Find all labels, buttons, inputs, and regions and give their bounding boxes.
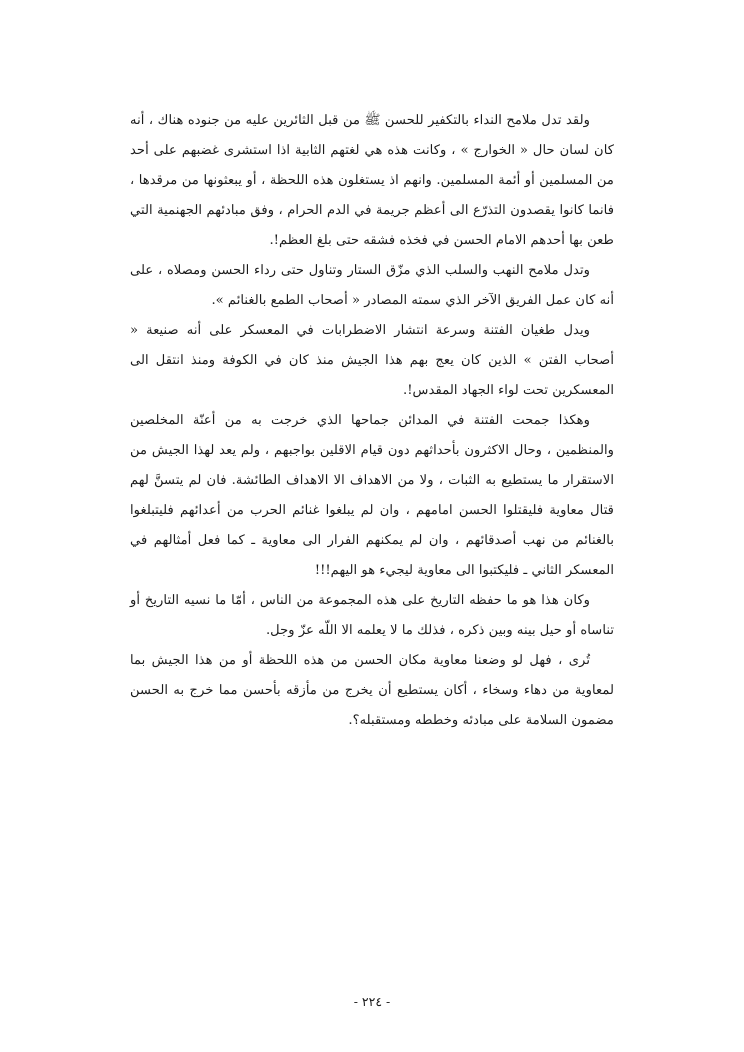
paragraph-5: وكان هذا هو ما حفظه التاريخ على هذه المجموعة من الناس ، أمّا ما نسيه التاريخ أو تناساه أو حيل بينه وبين ذكره ، فذلك ما لا يعلمه الا اللّه عزّ وجل. bbox=[130, 593, 614, 638]
page-body bbox=[130, 106, 614, 736]
page-number: - ٢٢٤ - bbox=[353, 994, 391, 1009]
paragraph-1: ولقد تدل ملامح النداء بالتكفير للحسن ﷺ من قبل الثائرين عليه من جنوده هناك ، أنه كان لسان حال « الخوارج » ، وكانت هذه هي لغتهم الثابية اذا استشرى غضبهم على أحد من المسلمين أو أئمة المسلمين. وانهم اذ يستغلون هذه اللحظة ، أو يبعثونها من مرقدها ، فانما كانوا يقصدون التذرّع الى أعظم جريمة في الدم الحرام ، وفق مبادئهم الجهنمية التي طعن بها أحدهم الامام الحسن في فخذه فشقه حتى بلغ العظم!. bbox=[130, 113, 614, 248]
paragraph-6: تُرى ، فهل لو وضعنا معاوية مكان الحسن من هذه اللحظة أو من هذا الجيش بما لمعاوية من دهاء وسخاء ، أكان يستطيع أن يخرج من مأزقه بأحسن مما خرج به الحسن مضمون السلامة على مبادئه وخططه ومستقبله؟. bbox=[130, 653, 614, 728]
paragraph-4: وهكذا جمحت الفتنة في المدائن جماحها الذي خرجت به من أعنّة المخلصين والمنظمين ، وحال الاكثرون بأحداثهم دون قيام الاقلين بواجبهم ، ولم يعد لهذا الجيش من الاستقرار ما يستطيع به الثبات ، ولا من الاهداف الا الاهداف الطائشة. فان لم يتسنَّ لهم قتال معاوية فليقتلوا الحسن امامهم ، وان لم يبلغوا غنائم الحرب من أعدائهم فليتبلغوا بالغنائم من نهب أصدقائهم ، وان لم يمكنهم الفرار الى معاوية ـ كما فعل أمثالهم في المعسكر الثاني ـ فليكتبوا الى معاوية ليجيء هو اليهم!!! bbox=[130, 413, 614, 578]
paragraph-3: ويدل طغيان الفتنة وسرعة انتشار الاضطرابات في المعسكر على أنه صنيعة « أصحاب الفتن » الذين كان يعج بهم هذا الجيش منذ كان في الكوفة ومنذ انتقل الى المعسكرين تحت لواء الجهاد المقدس!. bbox=[130, 323, 614, 398]
paragraph-2: وتدل ملامح النهب والسلب الذي مزّق الستار وتناول حتى رداء الحسن ومصلاه ، على أنه كان عمل الفريق الآخر الذي سمته المصادر « أصحاب الطمع بالغنائم ». bbox=[130, 263, 614, 308]
